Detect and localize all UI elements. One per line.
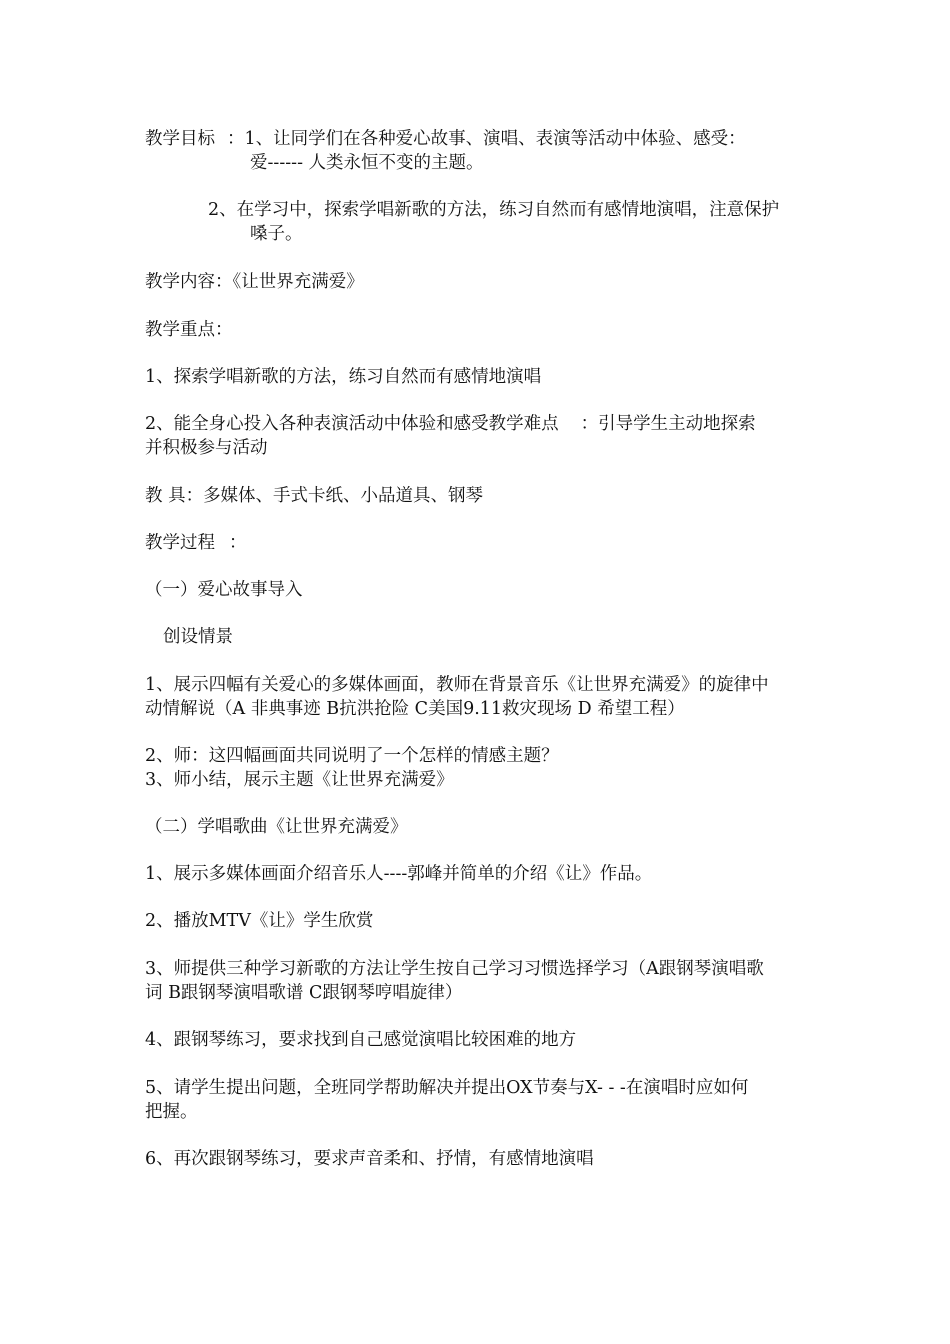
objective-2-text: 2、在学习中，探索学唱新歌的方法，练习自然而有感情地演唱，注意保护 [208, 200, 780, 220]
objectives-line1 [145, 127, 746, 151]
process-heading [145, 531, 247, 555]
process-heading-label: 教学过程 [145, 533, 215, 553]
process-heading-colon: ： [229, 533, 247, 553]
section-2-title: （二）学唱歌曲《让世界充满爱》 [145, 817, 408, 837]
key-point-2-continuation: 并积极参与活动 [145, 438, 268, 458]
key-point-2-line1 [145, 412, 756, 436]
section-1-step-1-continuation: 动情解说（A 非典事迹 B抗洪抢险 C美国9.11救灾现场 D 希望工程） [145, 699, 685, 719]
section-1-title: （一）爱心故事导入 [145, 580, 303, 600]
section-1-step-2: 2、师：这四幅画面共同说明了一个怎样的情感主题？ [145, 746, 559, 766]
objective-1-text: ：1、让同学们在各种爱心故事、演唱、表演等活动中体验、感受： [227, 129, 746, 149]
section-2-step-5-continuation: 把握。 [145, 1102, 198, 1122]
key-point-1: 1、探索学唱新歌的方法，练习自然而有感情地演唱 [145, 367, 542, 387]
section-2-step-1: 1、展示多媒体画面介绍音乐人----郭峰并简单的介绍《让》作品。 [145, 864, 653, 884]
objective-2-continuation: 嗓子。 [250, 224, 303, 244]
objective-1-continuation: 爱------ 人类永恒不变的主题。 [250, 153, 484, 173]
key-points-heading: 教学重点： [145, 320, 233, 340]
section-1-step-3: 3、师小结，展示主题《让世界充满爱》 [145, 770, 454, 790]
teaching-tools: 教 具：多媒体、手式卡纸、小品道具、钢琴 [145, 486, 484, 506]
difficulty-text: ：引导学生主动地探索 [580, 414, 756, 434]
section-2-step-5: 5、请学生提出问题，全班同学帮助解决并提出OX节奏与X- - -在演唱时应如何 [145, 1078, 749, 1098]
section-2-step-3: 3、师提供三种学习新歌的方法让学生按自己学习习惯选择学习（A跟钢琴演唱歌 [145, 959, 764, 979]
key-point-2-text: 2、能全身心投入各种表演活动中体验和感受教学难点 [145, 414, 559, 434]
objectives-label: 教学目标 [145, 129, 215, 149]
section-2-step-4: 4、跟钢琴练习，要求找到自己感觉演唱比较困难的地方 [145, 1030, 577, 1050]
section-1-subtitle: 创设情景 [163, 627, 233, 647]
teaching-content: 教学内容：《让世界充满爱》 [145, 272, 364, 292]
section-2-step-3-continuation: 词 B跟钢琴演唱歌谱 C跟钢琴哼唱旋律） [145, 983, 463, 1003]
section-1-step-1: 1、展示四幅有关爱心的多媒体画面，教师在背景音乐《让世界充满爱》的旋律中 [145, 675, 769, 695]
section-2-step-6: 6、再次跟钢琴练习，要求声音柔和、抒情，有感情地演唱 [145, 1149, 594, 1169]
section-2-step-2: 2、播放MTV《让》学生欣赏 [145, 911, 374, 931]
